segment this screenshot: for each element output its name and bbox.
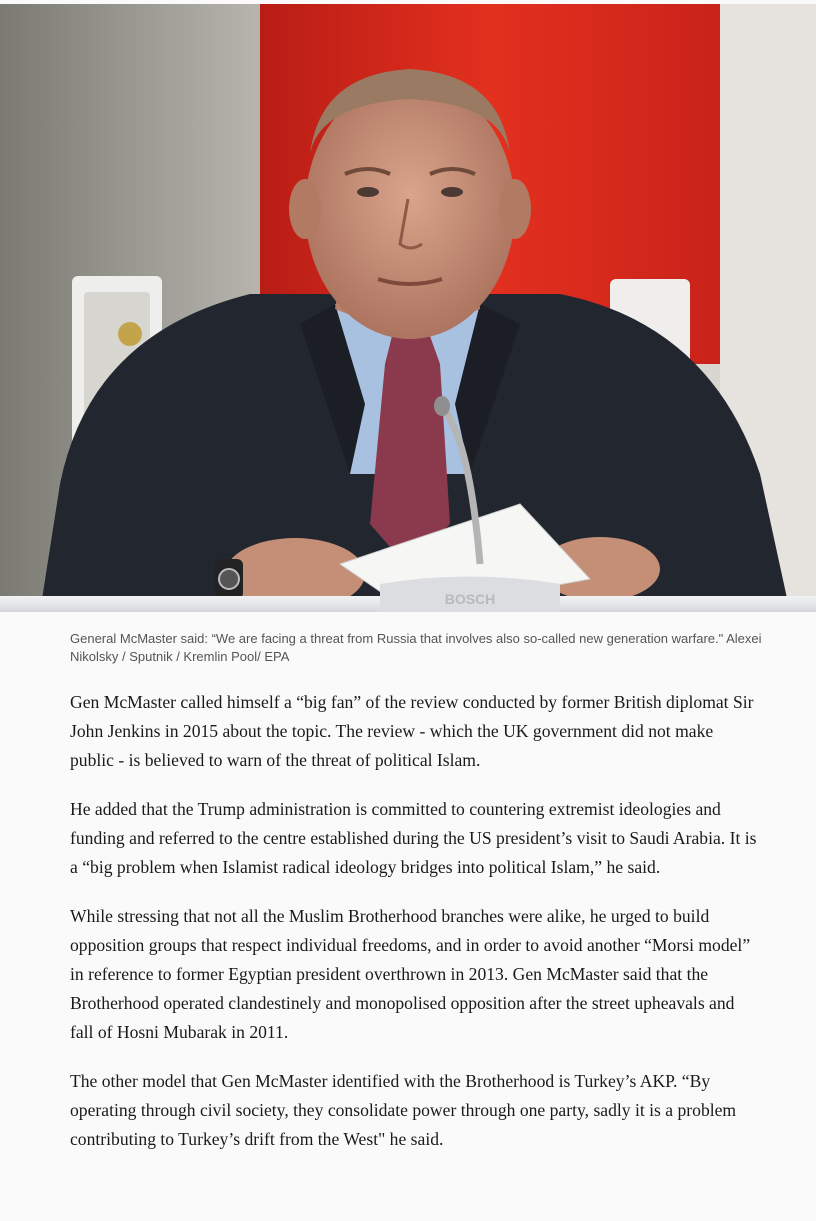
- photo-caption: General McMaster said: “We are facing a threat from Russia that involves also so-called new generation warfare." Alexei Nikolsky / Sputnik / Kremlin Pool/ EPA: [70, 631, 762, 664]
- article-paragraph: The other model that Gen McMaster identified with the Brotherhood is Turkey’s AKP. “By operating through civil society, they consolidate power through one party, sadly it is a problem contributing to Turkey’s drift from the West" he said.: [70, 1071, 737, 1149]
- article-paragraph: Gen McMaster called himself a “big fan” of the review conducted by former British diplomat Sir John Jenkins in 2015 about the topic. The review - which the UK government did not make public - is believed to warn of the threat of political Islam.: [70, 692, 754, 770]
- article-body: [70, 688, 760, 1174]
- article-photo: [0, 4, 816, 612]
- face: [305, 79, 515, 339]
- mic-brand-text: BOSCH: [444, 591, 496, 607]
- article-paragraph: He added that the Trump administration is committed to countering extremist ideologies and funding and referred to the centre established during the US president’s visit to Saudi Arabia. It is a “big problem when Islamist radical ideology bridges into political Islam,” he said.: [70, 799, 757, 877]
- article-paragraph: While stressing that not all the Muslim Brotherhood branches were alike, he urged to build opposition groups that respect individual freedoms, and in order to avoid another “Morsi model” in reference to former Egyptian president overthrown in 2013. Gen McMaster said that the Brotherhood operated clandestinely and monopolised opposition after the street upheavals and fall of Hosni Mubarak in 2011.: [70, 906, 751, 1042]
- photo-illustration: [0, 4, 816, 612]
